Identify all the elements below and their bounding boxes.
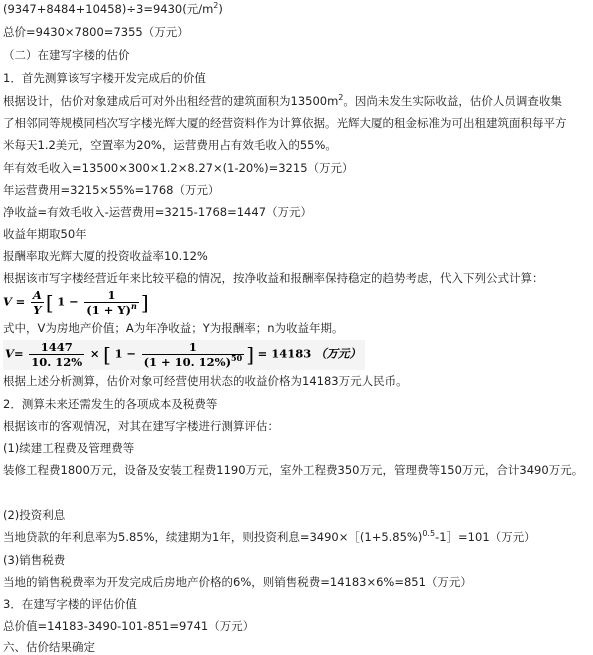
- bracket: [: [103, 342, 111, 367]
- superscript: 0.5: [422, 529, 436, 539]
- paragraph-line: 米每天1.2美元，空置率为20%，运营费用占有效毛收入的55%。: [3, 138, 337, 152]
- bracket: [: [45, 290, 54, 315]
- fraction-denominator: Y: [33, 303, 42, 317]
- text: 根据设计，估价对象建成后可对外出租经营的建筑面积为13500m: [3, 94, 339, 108]
- calculation-line: [3, 530, 591, 545]
- formula-symbol: =: [13, 346, 24, 361]
- formula-symbol: 1: [114, 346, 123, 361]
- superscript: 2: [338, 93, 344, 103]
- paragraph-line: 根据上述分析测算，估价对象可经营使用状态的收益价格为14183万元人民币。: [3, 374, 408, 388]
- formula-symbol: =: [15, 294, 26, 309]
- paragraph-line: 根据该市写字楼经营近年来比较平稳的情况，按净收益和报酬率保持稳定的趋势考虑，代入下列公式计算：: [3, 271, 544, 285]
- text: (1 + Y): [86, 303, 132, 317]
- calculation-line: 当地的销售税费率为开发完成后房地产价格的6%，则销售税费=14183×6%=851（万元）: [3, 575, 472, 589]
- fraction-numerator: 1447: [29, 341, 84, 355]
- income-formula: [3, 289, 149, 316]
- value-formula: [3, 340, 365, 370]
- subheading: (1)续建工程费及管理费等: [3, 441, 135, 455]
- formula-result: = 14183: [257, 346, 312, 361]
- step-heading: 1．首先测算该写字楼开发完成后的价值: [3, 71, 206, 85]
- superscript: 2: [213, 1, 219, 11]
- text: (9347+8484+10458)÷3=9430(元/m: [3, 2, 214, 16]
- paragraph-line: 根据该市的客观情况，对其在建写字楼进行测算评估：: [3, 419, 279, 433]
- superscript: n: [131, 301, 137, 312]
- calculation-line: 总价值=14183-3490-101-851=9741（万元）: [3, 619, 255, 633]
- calculation-line: 年运营费用=3215×55%=1768（万元）: [3, 183, 220, 197]
- formula-symbol: ×: [89, 346, 100, 361]
- text: 当地贷款的年利息率为5.85%，续建期为1年，则投资利息=3490×［(1+5.85%): [3, 530, 423, 544]
- bracket: ]: [140, 290, 149, 315]
- fraction-numerator: 1: [142, 341, 245, 355]
- fraction-denominator: [142, 355, 245, 368]
- text: -1］=101（万元）: [435, 530, 536, 544]
- step-heading: 2．测算未来还需发生的各项成本及税费等: [3, 397, 218, 411]
- section-heading: （二）在建写字楼的估价: [3, 48, 130, 62]
- text: 。因尚未发生实际收益，估价人员调查收集: [343, 94, 562, 108]
- superscript: 50: [231, 353, 243, 364]
- fraction-numerator: A: [32, 288, 42, 302]
- fraction: [84, 289, 139, 316]
- paragraph-line: 了相邻同等规模同档次写字楼光辉大厦的经营资料作为计算依据。光辉大厦的租金标准为可出租建筑面积每平方: [3, 116, 567, 130]
- calculation-line: 净收益=有效毛收入-运营费用=3215-1768=1447（万元）: [3, 205, 313, 219]
- paragraph-line: 式中，V为房地产价值；A为年净收益；Y为报酬率；n为收益年期。: [3, 321, 344, 335]
- text: (1 + 10. 12%): [143, 355, 232, 369]
- calculation-line: 年有效毛收入=13500×300×1.2×8.27×(1-20%)=3215（万元）: [3, 161, 354, 175]
- bracket: ]: [246, 342, 254, 367]
- formula-unit: （万元）: [314, 346, 361, 361]
- fraction: [29, 341, 84, 368]
- formula-symbol: −: [126, 346, 136, 361]
- fraction: [142, 341, 245, 368]
- paragraph-line: 收益年期取50年: [3, 227, 87, 241]
- fraction-denominator: 10. 12%: [31, 355, 83, 369]
- paragraph-line: [3, 94, 591, 109]
- section-heading: 六、估价结果确定: [3, 640, 95, 654]
- subheading: (2)投资利息: [3, 508, 66, 522]
- formula-symbol: V: [5, 346, 14, 361]
- unit-price-line: [3, 2, 591, 17]
- fraction-denominator: [84, 303, 139, 316]
- formula-symbol: V: [3, 294, 12, 309]
- total-price-line: 总价=9430×7800=7355（万元）: [3, 25, 189, 39]
- formula-symbol: −: [68, 294, 79, 309]
- formula-symbol: 1: [57, 294, 66, 309]
- paragraph-line: 装修工程费1800万元，设备及安装工程费1190万元，室外工程费350万元，管理费等150万元，合计3490万元。: [3, 463, 584, 477]
- fraction: [31, 289, 44, 316]
- step-heading: 3．在建写字楼的评估价值: [3, 597, 137, 611]
- text: ): [218, 2, 223, 16]
- subheading: (3)销售税费: [3, 553, 66, 567]
- paragraph-line: 报酬率取光辉大厦的投资收益率10.12%: [3, 249, 208, 263]
- fraction-numerator: 1: [84, 289, 139, 303]
